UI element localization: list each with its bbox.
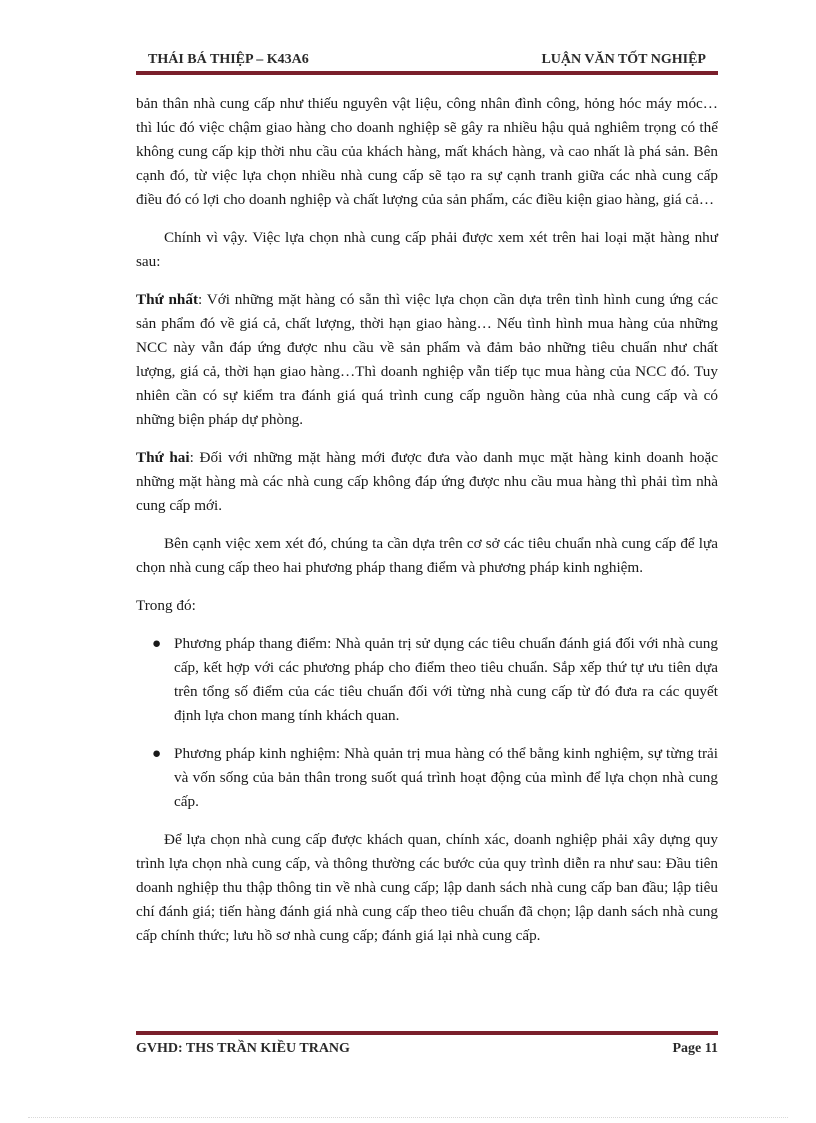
footer-advisor: GVHD: THS TRẦN KIỀU TRANG (136, 1041, 350, 1056)
paragraph-7: Để lựa chọn nhà cung cấp được khách quan, chính xác, doanh nghiệp phải xây dựng quy trình lựa chọn nhà cung cấp, và thông thường các bước của quy trình diễn ra như sau: Đầu tiên doanh nghiệp thu thập thông tin về nhà cung cấp; lập danh sách nhà cung cấp ban đầu; lập tiêu chí đánh giá; tiến hàng đánh giá nhà cung cấp theo tiêu chuẩn đã chọn; lập danh sách nhà cung cấp chính thức; lưu hồ sơ nhà cung cấp; đánh giá lại nhà cung cấp. (136, 831, 718, 944)
paragraph-3 (136, 288, 718, 432)
paragraph-6: Trong đó: (136, 597, 196, 614)
header-doc-type: LUẬN VĂN TỐT NGHIỆP (541, 52, 706, 67)
label-thu-hai: Thứ hai (136, 449, 190, 466)
list-item (136, 742, 718, 814)
header-author: THÁI BÁ THIỆP – K43A6 (148, 52, 309, 67)
bullet-icon: ● (152, 745, 162, 762)
page-number: Page 11 (672, 1041, 718, 1056)
page-header (136, 52, 718, 72)
paragraph-3-text: : Với những mặt hàng có sẵn thì việc lựa chọn cần dựa trên tình hình cung ứng các sản phẩm đó về giá cả, chất lượng, thời hạn giao hàng… Nếu tình hình mua hàng của những NCC này vẫn đáp ứng được nhu cầu về sản phẩm và đảm bảo những tiêu chuẩn như chất lượng, giá cả, thời hạn giao hàng…Thì doanh nghiệp vẫn tiếp tục mua hàng của NCC đó. Tuy nhiên cần có sự kiểm tra đánh giá quá trình cung cấp nguồn hàng của nhà cung cấp và có những biện pháp dự phòng. (136, 291, 718, 428)
page-footer (136, 1041, 718, 1061)
document-body (136, 92, 718, 962)
list-item-text: Phương pháp thang điểm: Nhà quản trị sử dụng các tiêu chuẩn đánh giá đối với nhà cung cấp, kết hợp với các phương pháp cho điểm theo tiêu chuẩn. Sắp xếp thứ tự ưu tiên dựa trên tổng số điểm của các tiêu chuẩn đối với từng nhà cung cấp từ đó đưa ra các quyết định lựa chon mang tính khách quan. (174, 635, 718, 724)
paragraph-4 (136, 446, 718, 518)
label-thu-nhat: Thứ nhất (136, 291, 199, 308)
paragraph-1: bản thân nhà cung cấp như thiếu nguyên vật liệu, công nhân đình công, hỏng hóc máy móc…thì lúc đó việc chậm giao hàng cho doanh nghiệp sẽ gây ra nhiều hậu quả nghiêm trọng có thể không cung cấp kịp thời nhu cầu của khách hàng, mất khách hàng, và cao nhất là phá sản. Bên cạnh đó, từ việc lựa chọn nhiều nhà cung cấp sẽ tạo ra sự cạnh tranh giữa các nhà cung cấp điều đó có lợi cho doanh nghiệp và chất lượng của sản phẩm, các điều kiện giao hàng, giá cả… (136, 95, 718, 208)
method-list (136, 632, 718, 814)
list-item-text: Phương pháp kinh nghiệm: Nhà quản trị mua hàng có thể bằng kinh nghiệm, sự từng trải và vốn sống của bản thân trong suốt quá trình hoạt động của mình để lựa chọn nhà cung cấp. (174, 745, 718, 810)
paragraph-5: Bên cạnh việc xem xét đó, chúng ta cần dựa trên cơ sở các tiêu chuẩn nhà cung cấp để lựa chọn nhà cung cấp theo hai phương pháp thang điểm và phương pháp kinh nghiệm. (136, 535, 718, 576)
paragraph-4-text: : Đối với những mặt hàng mới được đưa vào danh mục mặt hàng kinh doanh hoặc những mặt hàng mà các nhà cung cấp không đáp ứng được nhu cầu mua hàng thì phải tìm nhà cung cấp mới. (136, 449, 718, 514)
footer-rule (136, 1031, 718, 1035)
paragraph-2: Chính vì vậy. Việc lựa chọn nhà cung cấp phải được xem xét trên hai loại mặt hàng như sau: (136, 229, 718, 270)
list-item (136, 632, 718, 728)
header-rule (136, 71, 718, 75)
page-edge (28, 1117, 788, 1118)
bullet-icon: ● (152, 635, 162, 652)
